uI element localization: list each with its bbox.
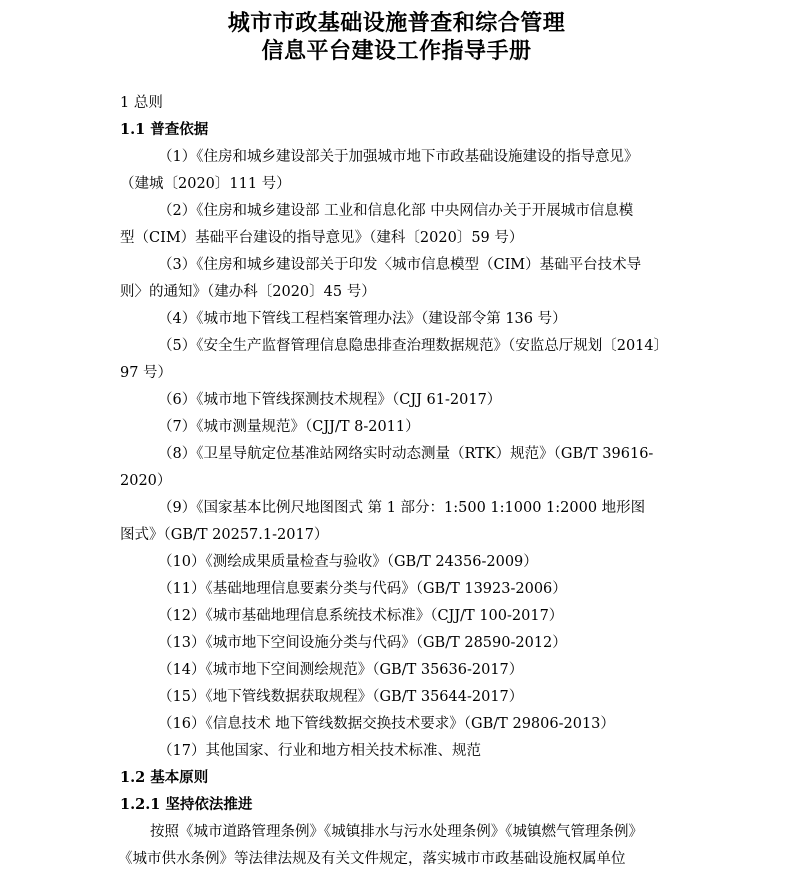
document-title-line-1: 城市市政基础设施普查和综合管理 xyxy=(227,10,566,36)
reference-item-5: （5）《安全生产监督管理信息隐患排查治理数据规范》（安监总厅规划〔2014〕 xyxy=(158,338,669,354)
reference-item-6: （6）《城市地下管线探测技术规程》（CJJ 61-2017） xyxy=(158,392,502,408)
section-heading-1-1: 1.1 普查依据 xyxy=(120,121,209,138)
document-title-line-2: 信息平台建设工作指导手册 xyxy=(261,38,532,64)
reference-item-14: （14）《城市地下空间测绘规范》（GB/T 35636-2017） xyxy=(158,662,524,678)
reference-item-2-cont: 型（CIM）基础平台建设的指导意见》（建科〔2020〕59 号） xyxy=(120,230,524,246)
reference-item-4: （4）《城市地下管线工程档案管理办法》（建设部令第 136 号） xyxy=(158,311,567,327)
reference-item-8-cont: 2020） xyxy=(120,473,172,489)
reference-item-8: （8）《卫星导航定位基准站网络实时动态测量（RTK）规范》（GB/T 39616- xyxy=(158,446,654,462)
reference-item-1-cont: （建城〔2020〕111 号） xyxy=(120,176,291,192)
reference-item-9: （9）《国家基本比例尺地图图式 第 1 部分：1:500 1:1000 1:2000 地形图 xyxy=(158,500,646,516)
reference-item-12: （12）《城市基础地理信息系统技术标准》（CJJ/T 100-2017） xyxy=(158,608,564,624)
reference-item-9-cont: 图式》（GB/T 20257.1-2017） xyxy=(120,527,329,543)
section-heading-1: 1 总则 xyxy=(120,95,163,111)
reference-item-3-cont: 则〉的通知》（建办科〔2020〕45 号） xyxy=(120,284,376,300)
paragraph-line-1: 按照《城市道路管理条例》《城镇排水与污水处理条例》《城镇燃气管理条例》 xyxy=(150,824,643,840)
reference-item-15: （15）《地下管线数据获取规程》（GB/T 35644-2017） xyxy=(158,689,524,705)
reference-item-13: （13）《城市地下空间设施分类与代码》（GB/T 28590-2012） xyxy=(158,635,567,651)
reference-item-10: （10）《测绘成果质量检查与验收》（GB/T 24356-2009） xyxy=(158,554,538,570)
reference-item-2: （2）《住房和城乡建设部 工业和信息化部 中央网信办关于开展城市信息模 xyxy=(158,203,634,219)
reference-item-11: （11）《基础地理信息要素分类与代码》（GB/T 13923-2006） xyxy=(158,581,567,597)
reference-item-16: （16）《信息技术 地下管线数据交换技术要求》（GB/T 29806-2013） xyxy=(158,716,615,732)
reference-item-7: （7）《城市测量规范》（CJJ/T 8-2011） xyxy=(158,419,420,435)
reference-item-17: （17）其他国家、行业和地方相关技术标准、规范 xyxy=(158,743,481,759)
section-heading-1-2: 1.2 基本原则 xyxy=(120,769,209,786)
paragraph-line-2: 《城市供水条例》等法律法规及有关文件规定，落实城市市政基础设施权属单位 xyxy=(118,851,626,867)
reference-item-5-cont: 97 号） xyxy=(120,365,173,381)
section-heading-1-2-1: 1.2.1 坚持依法推进 xyxy=(120,796,253,813)
reference-item-1: （1）《住房和城乡建设部关于加强城市地下市政基础设施建设的指导意见》 xyxy=(158,149,639,165)
reference-item-3: （3）《住房和城乡建设部关于印发〈城市信息模型（CIM）基础平台技术导 xyxy=(158,257,642,273)
